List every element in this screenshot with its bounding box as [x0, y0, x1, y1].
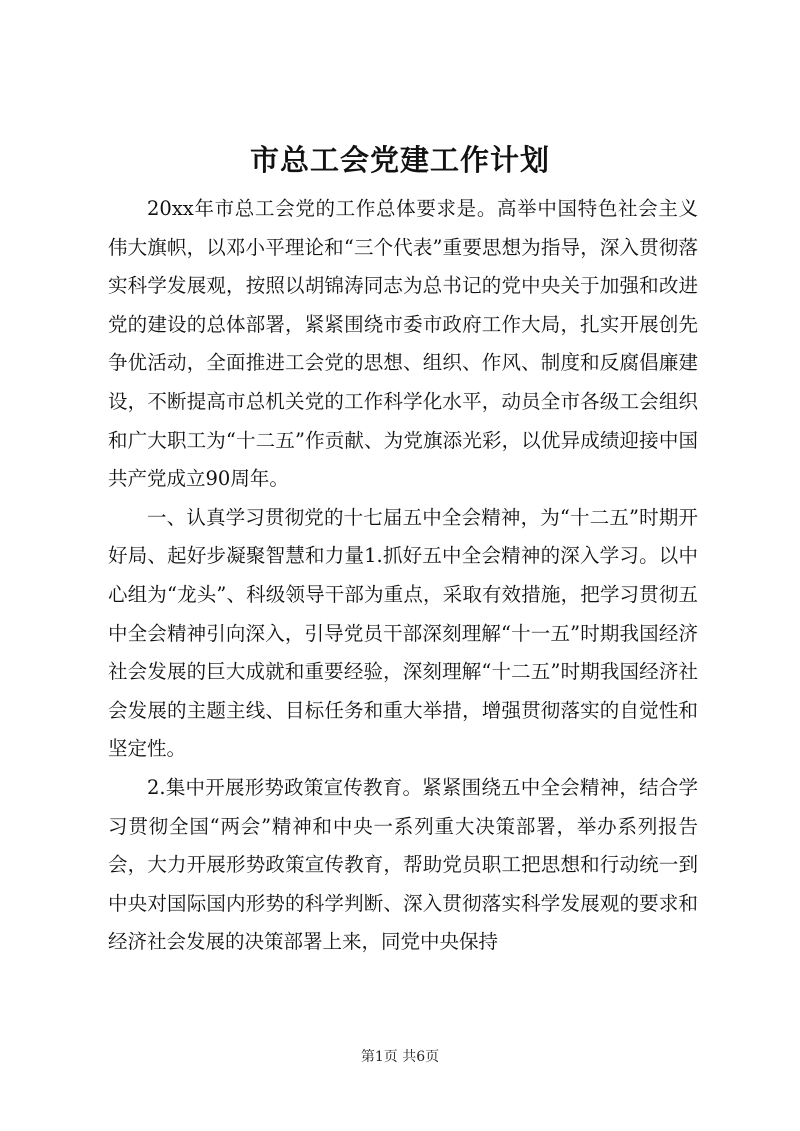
document-title: 市总工会党建工作计划: [249, 143, 550, 177]
paragraph-1: 20xx年市总工会党的工作总体要求是。高举中国特色社会主义伟大旗帜，以邓小平理论和“三个代表”重要思想为指导，深入贯彻落实科学发展观，按照以胡锦涛同志为总书记的党中央关于加强和改进党的建设的总体部署，紧紧围绕市委市政府工作大局，扎实开展创先争优活动，全面推进工会党的思想、组织、作风、制度和反腐倡廉建设，不断提高市总机关党的工作科学化水平，动员全市各级工会组织和广大职工为“十二五”作贡献、为党旗添光彩，以优异成绩迎接中国共产党成立90周年。: [108, 197, 698, 491]
paragraph-2: 一、认真学习贯彻党的十七届五中全会精神，为“十二五”时期开好局、起好步凝聚智慧和力量1.抓好五中全会精神的深入学习。以中心组为“龙头”、科级领导干部为重点，采取有效措施，把学习贯彻五中全会精神引向深入，引导党员干部深刻理解“十一五”时期我国经济社会发展的巨大成就和重要经验，深刻理解“十二五”时期我国经济社会发展的主题主线、目标任务和重大举措，增强贯彻落实的自觉性和坚定性。: [108, 505, 698, 761]
paragraph-3: 2.集中开展形势政策宣传教育。紧紧围绕五中全会精神，结合学习贯彻全国“两会”精神和中央一系列重大决策部署，举办系列报告会，大力开展形势政策宣传教育，帮助党员职工把思想和行动统一到中央对国际国内形势的科学判断、深入贯彻落实科学发展观的要求和经济社会发展的决策部署上来，同党中央保持: [108, 775, 698, 954]
page-number-footer: 第1页 共6页: [360, 1049, 440, 1065]
document-body: [108, 190, 698, 962]
